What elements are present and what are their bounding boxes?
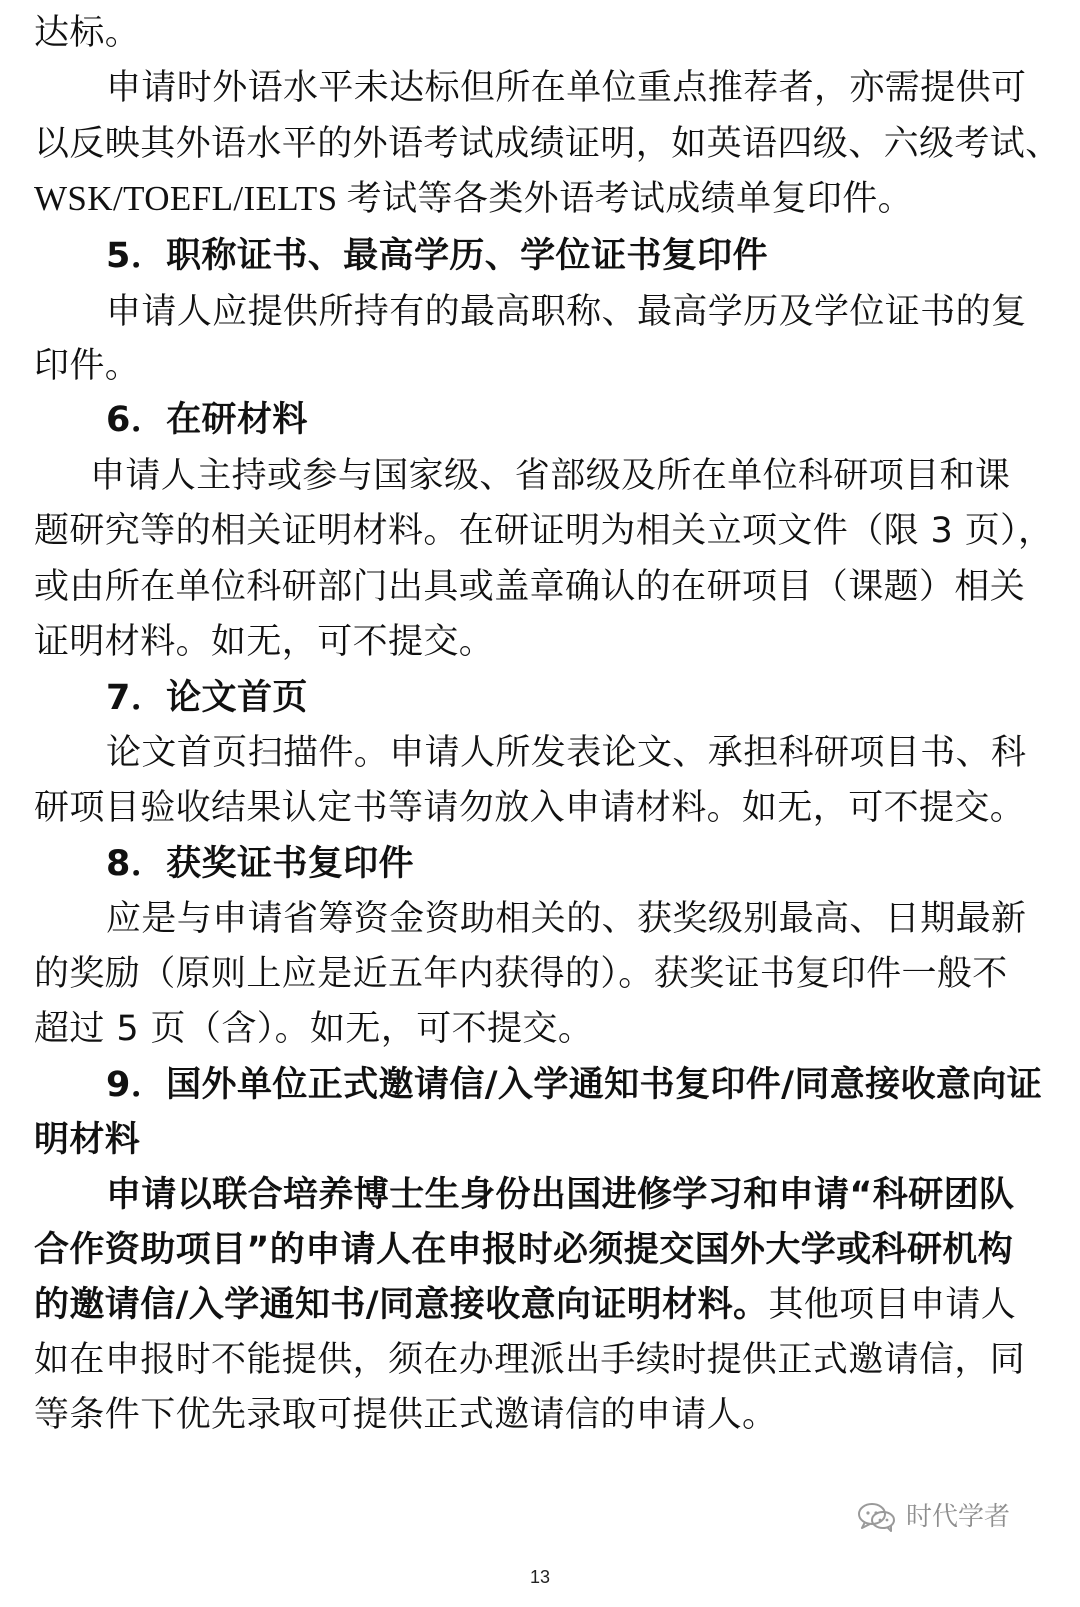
- body-line: 超过 5 页（含）。如无，可不提交。: [34, 1009, 594, 1049]
- body-line: 应是与申请省筹资金资助相关的、获奖级别最高、日期最新: [106, 899, 1027, 939]
- section-heading: 5．职称证书、最高学历、学位证书复印件: [106, 236, 768, 276]
- section-heading: 7．论文首页: [106, 678, 308, 718]
- mixed-line: [34, 1277, 1044, 1333]
- section-heading: 8．获奖证书复印件: [106, 844, 414, 884]
- body-line: 证明材料。如无，可不提交。: [34, 622, 495, 662]
- body-line: 研项目验收结果认定书等请勿放入申请材料。如无，可不提交。: [34, 788, 1026, 828]
- body-line: 申请人应提供所持有的最高职称、最高学历及学位证书的复: [106, 292, 1027, 332]
- body-text: 其他项目申请人: [768, 1285, 1017, 1325]
- body-line: 等条件下优先录取可提供正式邀请信的申请人。: [34, 1395, 778, 1435]
- wechat-icon: [856, 1501, 898, 1533]
- body-line: 申请时外语水平未达标但所在单位重点推荐者，亦需提供可: [106, 68, 1027, 108]
- body-line: 以反映其外语水平的外语考试成绩证明，如英语四级、六级考试、: [34, 124, 1061, 164]
- body-line: 达标。: [34, 13, 141, 53]
- body-line: 或由所在单位科研部门出具或盖章确认的在研项目（课题）相关: [34, 567, 1026, 607]
- section-heading: 6．在研材料: [106, 400, 308, 440]
- wechat-watermark: [856, 1497, 1046, 1537]
- body-line: 题研究等的相关证明材料。在研证明为相关立项文件（限 3 页），: [34, 511, 1054, 551]
- emphasis-line: 申请以联合培养博士生身份出国进修学习和申请“科研团队: [106, 1175, 1015, 1215]
- section-heading: 9．国外单位正式邀请信/入学通知书复印件/同意接收意向证: [106, 1065, 1043, 1105]
- section-heading-continuation: 明材料: [34, 1120, 141, 1160]
- body-line: 的奖励（原则上应是近五年内获得的）。获奖证书复印件一般不: [34, 954, 1008, 994]
- emphasis-text: 的邀请信/入学通知书/同意接收意向证明材料。: [34, 1285, 769, 1325]
- watermark-text: 时代学者: [906, 1502, 1011, 1532]
- body-line: 如在申报时不能提供，须在办理派出手续时提供正式邀请信，同: [34, 1340, 1026, 1380]
- body-line: 申请人主持或参与国家级、省部级及所在单位科研项目和课: [90, 456, 1011, 496]
- body-line: 论文首页扫描件。申请人所发表论文、承担科研项目书、科: [106, 733, 1027, 773]
- page-number: 13: [529, 1567, 551, 1587]
- emphasis-line: 合作资助项目”的申请人在申报时必须提交国外大学或科研机构: [34, 1230, 1014, 1270]
- body-line: WSK/TOEFL/IELTS 考试等各类外语考试成绩单复印件。: [34, 179, 914, 218]
- body-line: 印件。: [34, 346, 141, 386]
